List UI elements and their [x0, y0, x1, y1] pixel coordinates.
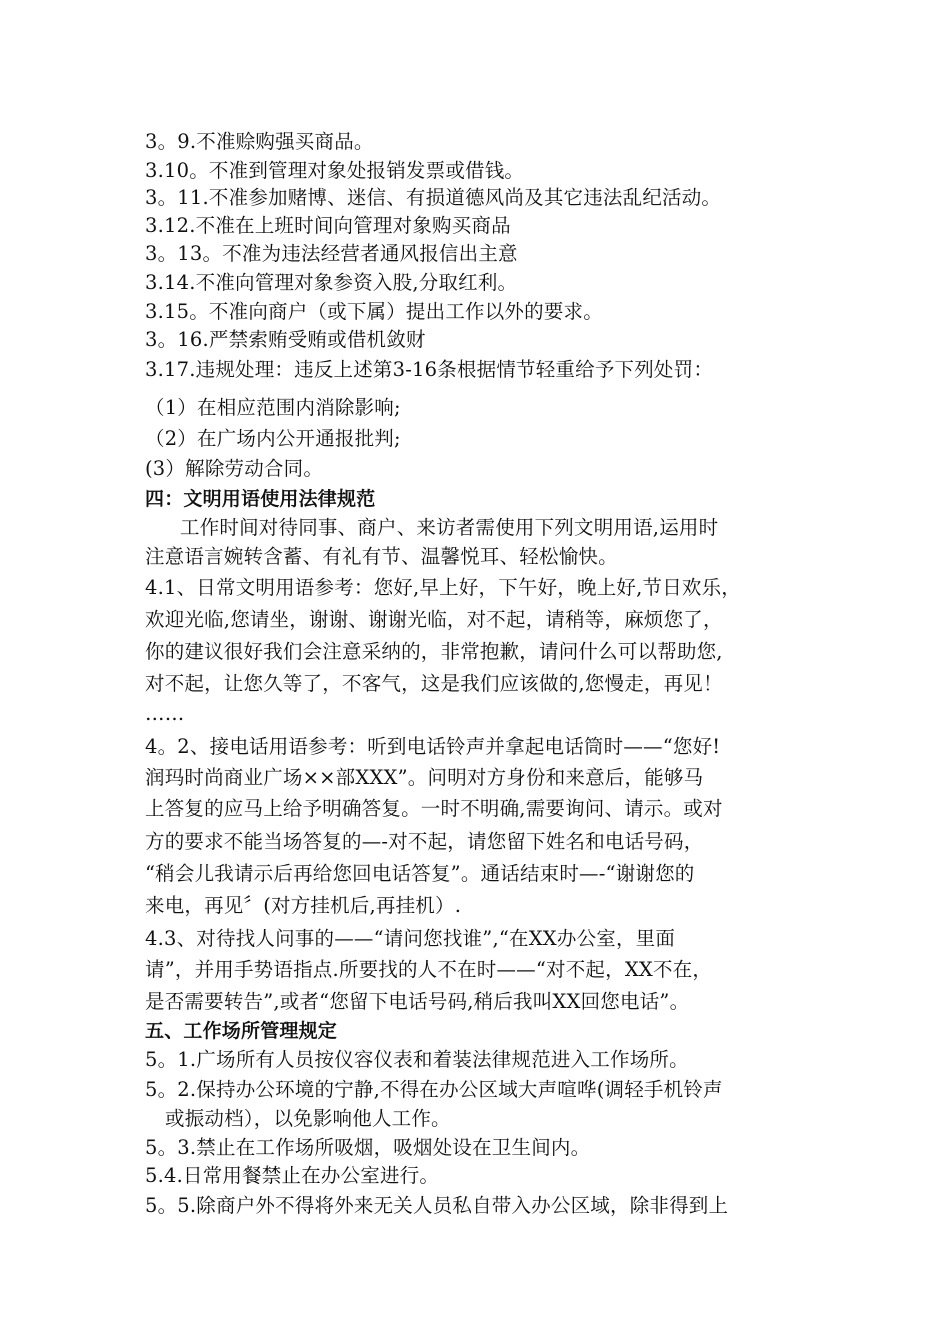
- text-line: 5。3.禁止在工作场所吸烟，吸烟处设在卫生间内。: [145, 1136, 591, 1159]
- text-line: 来电，再见〞(对方挂机后,再挂机）.: [145, 894, 462, 917]
- section-heading: 四：文明用语使用法律规范: [145, 488, 376, 510]
- text-line: 工作时间对待同事、商户、来访者需使用下列文明用语,运用时: [180, 516, 719, 539]
- text-line: 请”，并用手势语指点.所要找的人不在时——“对不起，XX不在，: [145, 958, 713, 981]
- text-line: “稍会儿我请示后再给您回电话答复”。通话结束时—-“谢谢您的: [145, 862, 695, 885]
- text-line: (3）解除劳动合同。: [145, 457, 324, 480]
- text-line: 欢迎光临,您请坐，谢谢、谢谢光临，对不起，请稍等，麻烦您了，: [145, 608, 723, 631]
- text-line: 3.10。不准到管理对象处报销发票或借钱。: [145, 159, 525, 182]
- text-line: 3.15。不准向商户（或下属）提出工作以外的要求。: [145, 300, 603, 323]
- text-line: 润玛时尚商业广场××部XXX”。问明对方身份和来意后，能够马: [145, 766, 704, 789]
- text-line: 3.14.不准向管理对象参资入股,分取红利。: [145, 271, 518, 294]
- text-line: 5.4.日常用餐禁止在办公室进行。: [145, 1164, 440, 1187]
- text-line: 注意语言婉转含蓄、有礼有节、温馨悦耳、轻松愉快。: [145, 545, 618, 568]
- text-line: 3.12.不准在上班时间向管理对象购买商品: [145, 214, 511, 237]
- text-line: 4.3、对待找人问事的——“请问您找谁”,“在XX办公室，里面: [145, 927, 676, 950]
- text-line: 你的建议很好我们会注意采纳的，非常抱歉，请问什么可以帮助您,: [145, 640, 723, 663]
- section-heading: 五、工作场所管理规定: [145, 1020, 338, 1042]
- text-line: 3。9.不准赊购强买商品。: [145, 130, 374, 153]
- text-line: 3。11.不准参加赌博、迷信、有损道德风尚及其它违法乱纪活动。: [145, 186, 722, 209]
- text-line: 3。13。不准为违法经营者通风报信出主意: [145, 242, 518, 265]
- text-line: 或振动档），以免影响他人工作。: [165, 1107, 451, 1130]
- text-line: 4.1、日常文明用语参考：您好,早上好，下午好，晚上好,节日欢乐，: [145, 576, 742, 599]
- text-line: （1）在相应范围内消除影响;: [145, 396, 401, 419]
- text-line: 对不起，让您久等了，不客气，这是我们应该做的,您慢走，再见！: [145, 672, 723, 695]
- text-line: 5。2.保持办公环境的宁静,不得在办公区域大声喧哗(调轻手机铃声: [145, 1078, 723, 1101]
- text-line: 3.17.违规处理：违反上述第3-16条根据情节轻重给予下列处罚：: [145, 358, 714, 381]
- text-line: 是否需要转告”,或者“您留下电话号码,稍后我叫XX回您电话”。: [145, 990, 690, 1013]
- text-line: 上答复的应马上给予明确答复。一时不明确,需要询问、请示。或对: [145, 797, 723, 820]
- text-line: 5。1.广场所有人员按仪容仪表和着装法律规范进入工作场所。: [145, 1048, 689, 1071]
- text-line: 4。2、接电话用语参考：听到电话铃声并拿起电话筒时——“您好!: [145, 735, 721, 758]
- text-line: ……: [145, 702, 185, 725]
- text-line: 3。16.严禁索贿受贿或借机敛财: [145, 328, 426, 351]
- text-line: （2）在广场内公开通报批判;: [145, 427, 401, 450]
- text-line: 5。5.除商户外不得将外来无关人员私自带入办公区域，除非得到上: [145, 1194, 729, 1217]
- text-line: 方的要求不能当场答复的—-对不起，请您留下姓名和电话号码，: [145, 830, 704, 853]
